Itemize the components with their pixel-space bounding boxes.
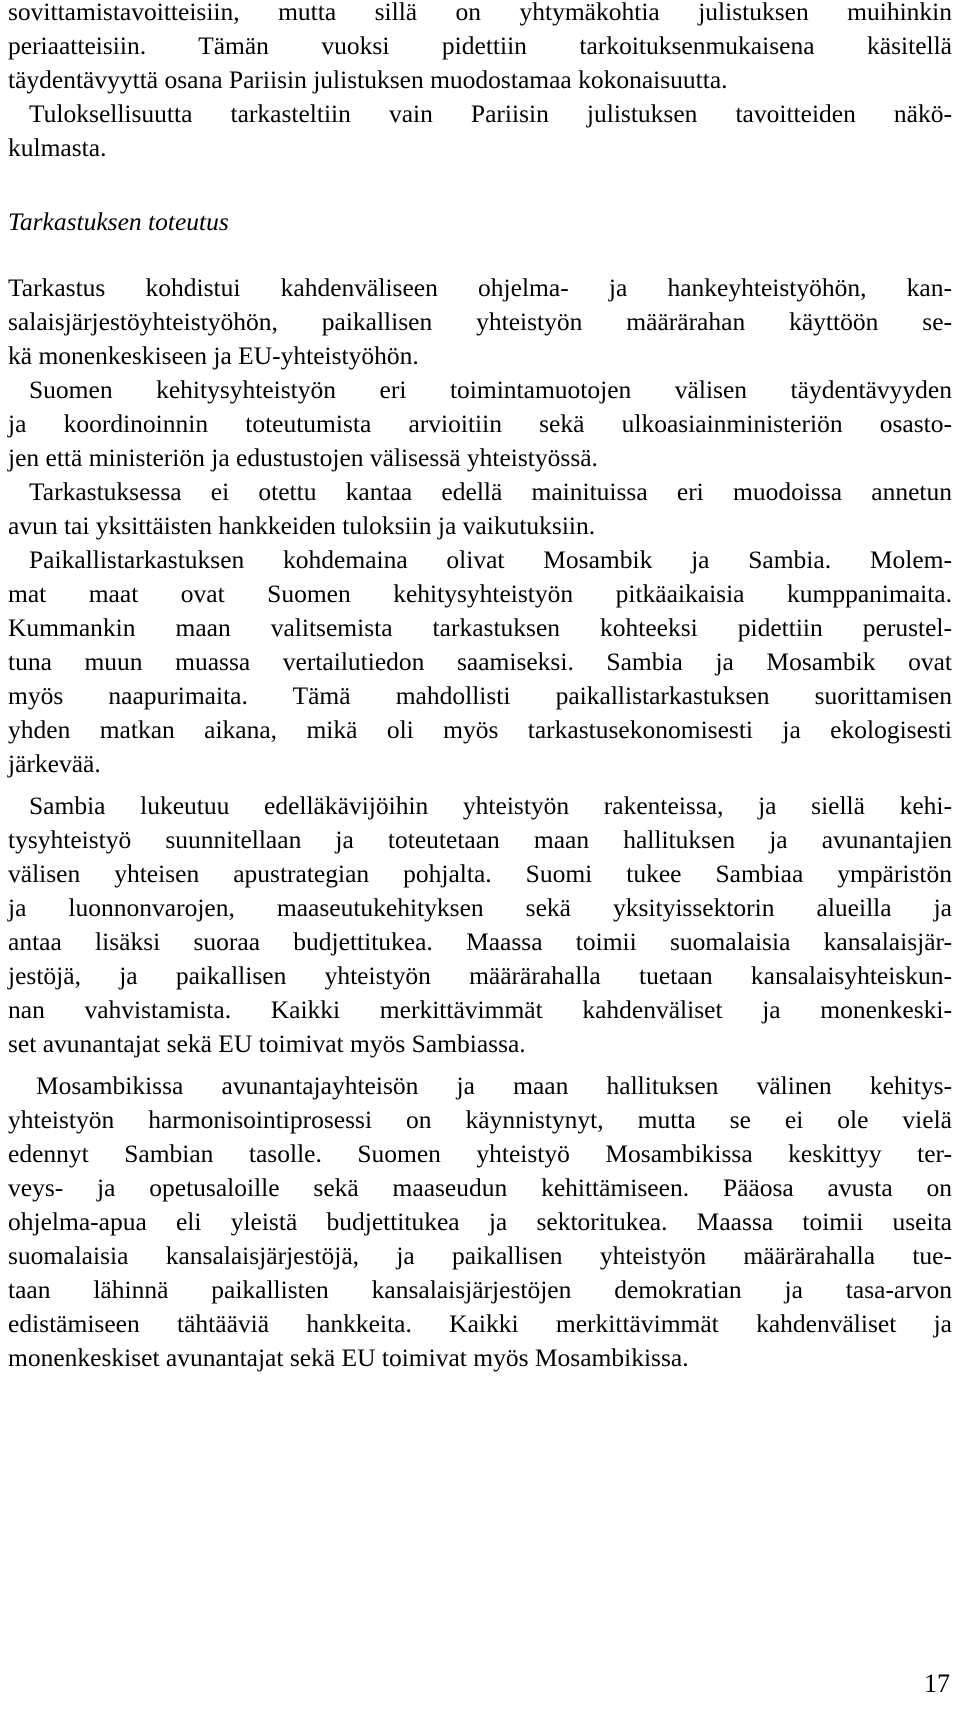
paragraph-line: Kummankin maan valitsemista tarkastuksen kohteeksi pidettiin perustel- <box>8 613 952 642</box>
page-number: 17 <box>924 1669 950 1698</box>
paragraph-line: edistämiseen tähtääviä hankkeita. Kaikki merkittävimmät kahdenväliset ja <box>8 1309 952 1338</box>
intro-line: sovittamistavoitteisiin, mutta sillä on yhtymäkohtia julistuksen muihinkin <box>8 0 952 26</box>
paragraph-line: jen että ministeriön ja edustustojen välisessä yhteistyössä. <box>8 443 598 472</box>
paragraph-line: ja luonnonvarojen, maaseutukehityksen sekä yksityissektorin alueilla ja <box>8 893 952 922</box>
paragraph-line: Tarkastus kohdistui kahdenväliseen ohjelma- ja hankeyhteistyöhön, kan- <box>8 273 952 302</box>
intro-line: periaatteisiin. Tämän vuoksi pidettiin tarkoituksenmukaisena käsitellä <box>8 31 952 60</box>
paragraph-line: Tarkastuksessa ei otettu kantaa edellä mainituissa eri muodoissa annetun <box>29 477 952 506</box>
paragraph-line: nan vahvistamista. Kaikki merkittävimmät kahdenväliset ja monenkeski- <box>8 995 952 1024</box>
paragraph-line: avun tai yksittäisten hankkeiden tuloksiin ja vaikutuksiin. <box>8 511 596 540</box>
paragraph-line: tuna muun muassa vertailutiedon saamiseksi. Sambia ja Mosambik ovat <box>8 647 952 676</box>
intro-line: kulmasta. <box>8 133 107 162</box>
paragraph-line: myös naapurimaita. Tämä mahdollisti paikallistarkastuksen suorittamisen <box>8 681 952 710</box>
paragraph-line: ja koordinoinnin toteutumista arvioitiin sekä ulkoasiainministeriön osasto- <box>8 409 952 438</box>
paragraph-line: set avunantajat sekä EU toimivat myös Sambiassa. <box>8 1029 526 1058</box>
paragraph-line: Paikallistarkastuksen kohdemaina olivat Mosambik ja Sambia. Molem- <box>29 545 952 574</box>
paragraph-line: mat maat ovat Suomen kehitysyhteistyön pitkäaikaisia kumppanimaita. <box>8 579 952 608</box>
paragraph-line: järkevää. <box>8 749 101 778</box>
intro-line: Tuloksellisuutta tarkasteltiin vain Pariisin julistuksen tavoitteiden näkö- <box>29 99 952 128</box>
paragraph-line: taan lähinnä paikallisten kansalaisjärjestöjen demokratian ja tasa-arvon <box>8 1275 952 1304</box>
section-heading: Tarkastuksen toteutus <box>8 207 229 236</box>
paragraph-line: monenkeskiset avunantajat sekä EU toimivat myös Mosambikissa. <box>8 1343 689 1372</box>
paragraph-line: edennyt Sambian tasolle. Suomen yhteistyö Mosambikissa keskittyy ter- <box>8 1139 952 1168</box>
paragraph-line: Suomen kehitysyhteistyön eri toimintamuotojen välisen täydentävyyden <box>29 375 952 404</box>
paragraph-line: jestöjä, ja paikallisen yhteistyön määrärahalla tuetaan kansalaisyhteiskun- <box>8 961 952 990</box>
paragraph-line: ohjelma-apua eli yleistä budjettitukea ja sektoritukea. Maassa toimii useita <box>8 1207 952 1236</box>
paragraph-line: antaa lisäksi suoraa budjettitukea. Maassa toimii suomalaisia kansalaisjär- <box>8 927 952 956</box>
intro-line: täydentävyyttä osana Pariisin julistuksen muodostamaa kokonaisuutta. <box>8 65 728 94</box>
paragraph-line: suomalaisia kansalaisjärjestöjä, ja paikallisen yhteistyön määrärahalla tue- <box>8 1241 952 1270</box>
paragraph-line: yhteistyön harmonisointiprosessi on käynnistynyt, mutta se ei ole vielä <box>8 1105 952 1134</box>
paragraph-line: yhden matkan aikana, mikä oli myös tarkastusekonomisesti ja ekologisesti <box>8 715 952 744</box>
paragraph-line: Mosambikissa avunantajayhteisön ja maan hallituksen välinen kehitys- <box>36 1071 952 1100</box>
paragraph-line: tysyhteistyö suunnitellaan ja toteutetaan maan hallituksen ja avunantajien <box>8 825 952 854</box>
paragraph-line: veys- ja opetusaloille sekä maaseudun kehittämiseen. Pääosa avusta on <box>8 1173 952 1202</box>
paragraph-line: välisen yhteisen apustrategian pohjalta. Suomi tukee Sambiaa ympäristön <box>8 859 952 888</box>
paragraph-line: kä monenkeskiseen ja EU-yhteistyöhön. <box>8 341 419 370</box>
paragraph-line: Sambia lukeutuu edelläkävijöihin yhteistyön rakenteissa, ja siellä kehi- <box>29 791 952 820</box>
paragraph-line: salaisjärjestöyhteistyöhön, paikallisen yhteistyön määrärahan käyttöön se- <box>8 307 952 336</box>
